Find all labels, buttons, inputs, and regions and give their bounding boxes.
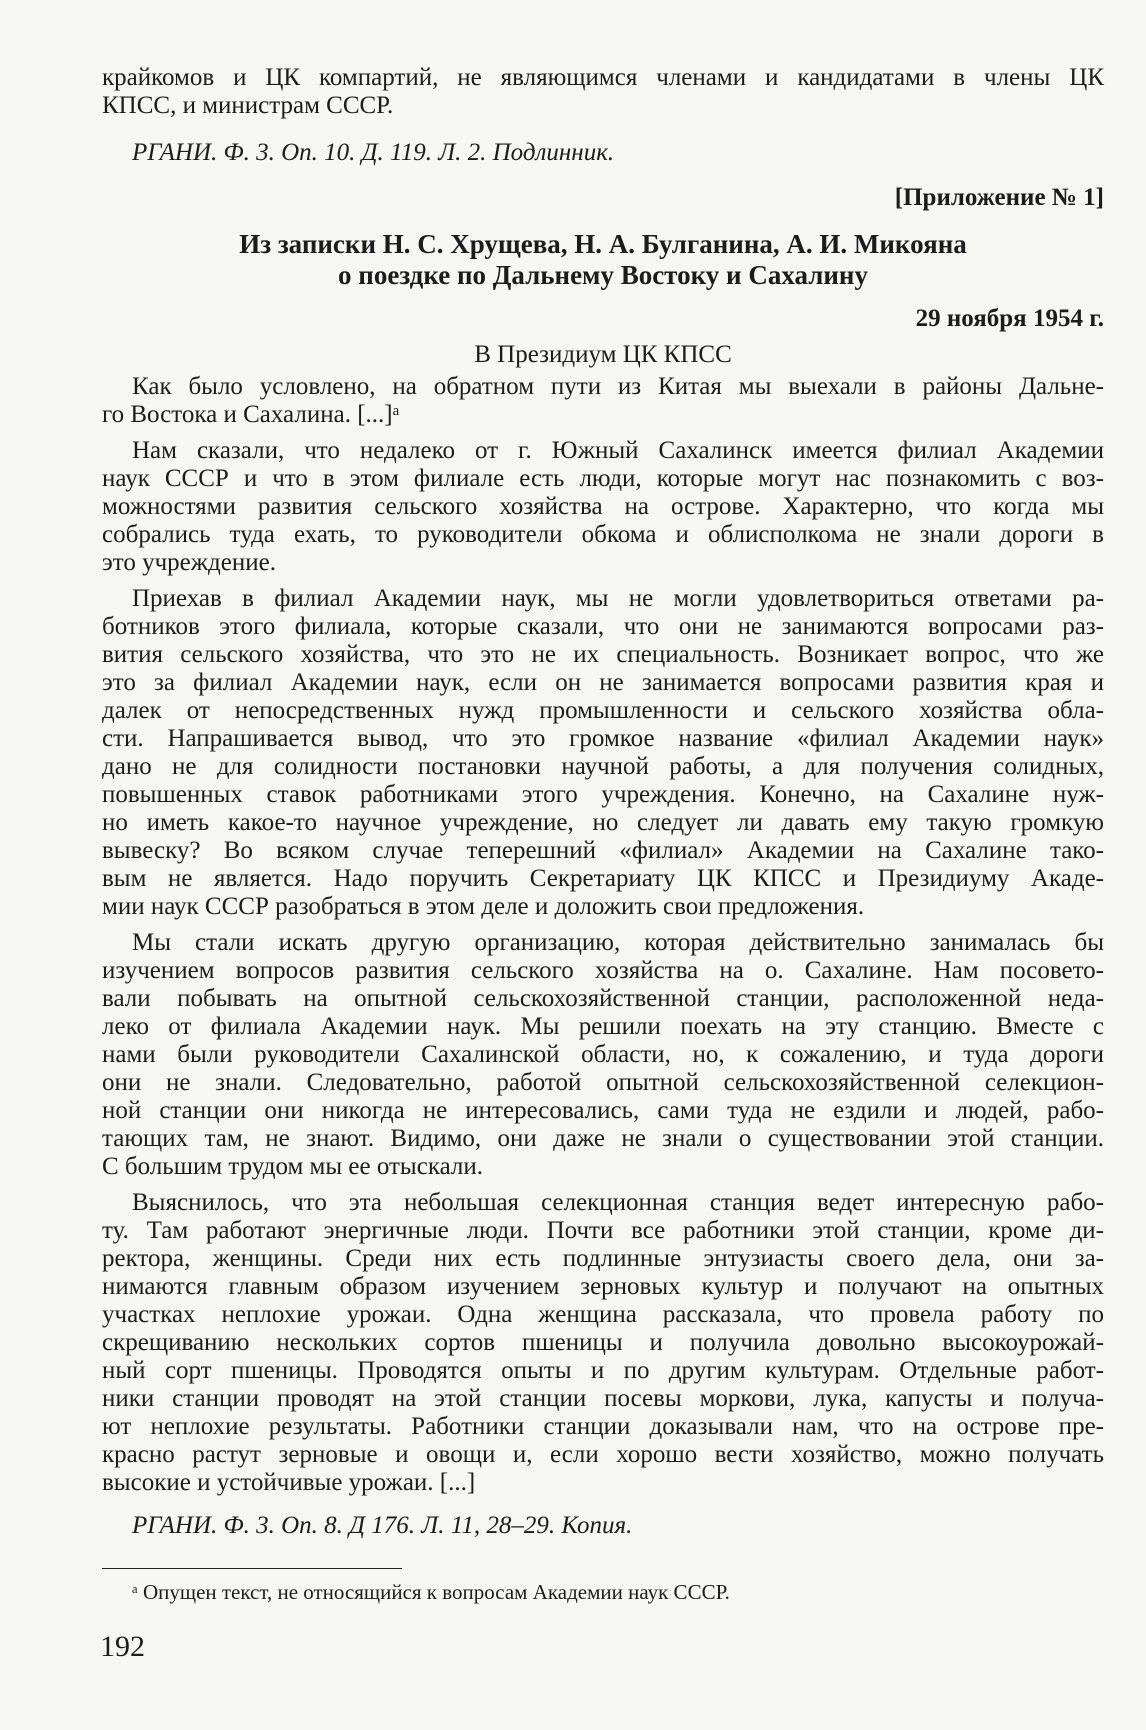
text-line: далек от непосредственных нужд промышленности и сельского хозяйства обла- bbox=[102, 697, 1104, 724]
paragraph bbox=[102, 929, 1104, 1181]
text-line: изучением вопросов развития сельского хозяйства на о. Сахалине. Нам посовето- bbox=[102, 957, 1104, 984]
text-line: ный сорт пшеницы. Проводятся опыты и по другим культурам. Отдельные работ- bbox=[102, 1357, 1104, 1384]
text-line: дано не для солидности постановки научной работы, а для получения солидных, bbox=[102, 753, 1104, 780]
text-line: Выяснилось, что эта небольшая селекционная станция ведет интересную рабо- bbox=[132, 1189, 1104, 1216]
document-body bbox=[102, 373, 1104, 1505]
paragraph bbox=[102, 373, 1104, 429]
paragraph bbox=[102, 585, 1104, 921]
text-line: скрещиванию нескольких сортов пшеницы и получила довольно высокоурожай- bbox=[102, 1329, 1104, 1356]
addressee: В Президиум ЦК КПСС bbox=[474, 341, 732, 368]
text-line: нами были руководители Сахалинской области, но, к сожалению, и туда дороги bbox=[102, 1041, 1104, 1068]
text-line: можностями развития сельского хозяйства на острове. Характерно, что когда мы bbox=[102, 493, 1104, 520]
text-line: Мы стали искать другую организацию, которая действительно занималась бы bbox=[132, 929, 1104, 956]
text-line: тающих там, не знают. Видимо, они даже не знали о существовании этой станции. bbox=[102, 1125, 1104, 1152]
archive-source: РГАНИ. Ф. 3. Оп. 8. Д 176. Л. 11, 28–29. Копия. bbox=[132, 1512, 633, 1539]
text-line: наук СССР и что в этом филиале есть люди, которые могут нас познакомить с воз- bbox=[102, 465, 1104, 492]
text-line: вывеску? Во всяком случае теперешний «филиал» Академии на Сахалине тако- bbox=[102, 837, 1104, 864]
text-line: они не знали. Следовательно, работой опытной сельскохозяйственной селекцион- bbox=[102, 1069, 1104, 1096]
footnote: ᵃ Опущен текст, не относящийся к вопросам Академии наук СССР. bbox=[132, 1580, 730, 1604]
text-line: ники станции проводят на этой станции посевы моркови, лука, капусты и получа- bbox=[102, 1385, 1104, 1412]
text-line: но иметь какое-то научное учреждение, но следует ли давать ему такую громкую bbox=[102, 809, 1104, 836]
footnote-divider bbox=[102, 1568, 402, 1569]
title-line: Из записки Н. С. Хрущева, Н. А. Булганина, А. И. Микояна bbox=[239, 229, 967, 259]
text-line: вития сельского хозяйства, что это не их специальность. Возникает вопрос, что же bbox=[102, 641, 1104, 668]
text-line: это за филиал Академии наук, если он не занимается вопросами развития края и bbox=[102, 669, 1104, 696]
text-line: ректора, женщины. Среди них есть подлинные энтузиасты своего дела, они за- bbox=[102, 1245, 1104, 1272]
text-line: собрались туда ехать, то руководители обкома и облисполкома не знали дороги в bbox=[102, 521, 1104, 548]
text-line: вали побывать на опытной сельскохозяйственной станции, расположенной неда- bbox=[102, 985, 1104, 1012]
text-line: повышенных ставок работниками этого учреждения. Конечно, на Сахалине нуж- bbox=[102, 781, 1104, 808]
document-title bbox=[102, 229, 1104, 291]
paragraph bbox=[102, 1189, 1104, 1497]
appendix-label: [Приложение № 1] bbox=[894, 184, 1104, 211]
text-line: Приехав в филиал Академии наук, мы не могли удовлетвориться ответами ра- bbox=[132, 585, 1104, 612]
text-line: леко от филиала Академии наук. Мы решили поехать на эту станцию. Вместе с bbox=[102, 1013, 1104, 1040]
text-line: ют неплохие результаты. Работники станции доказывали нам, что на острове пре- bbox=[102, 1413, 1104, 1440]
text-line: крайкомов и ЦК компартий, не являющимся членами и кандидатами в члены ЦК bbox=[102, 64, 1104, 91]
page-number: 192 bbox=[100, 1630, 145, 1663]
text-line: красно растут зерновые и овощи и, если хорошо вести хозяйство, можно получать bbox=[102, 1441, 1104, 1468]
document-date: 29 ноября 1954 г. bbox=[915, 305, 1104, 332]
text-line: ботников этого филиала, которые сказали, что они не занимаются вопросами раз- bbox=[102, 613, 1104, 640]
archive-source: РГАНИ. Ф. 3. Оп. 10. Д. 119. Л. 2. Подлинник. bbox=[132, 139, 615, 166]
text-line: ту. Там работают энергичные люди. Почти все работники этой станции, кроме ди- bbox=[102, 1217, 1104, 1244]
text-line: участках неплохие урожаи. Одна женщина рассказала, что провела работу по bbox=[102, 1301, 1104, 1328]
text-line: вым не является. Надо поручить Секретариату ЦК КПСС и Президиуму Акаде- bbox=[102, 865, 1104, 892]
text-line: сти. Напрашивается вывод, что это громкое название «филиал Академии наук» bbox=[102, 725, 1104, 752]
text-line: мии наук СССР разобраться в этом деле и доложить свои предложения. bbox=[102, 893, 865, 920]
text-line: нимаются главным образом изучением зерновых культур и получают на опытных bbox=[102, 1273, 1104, 1300]
text-line: ной станции они никогда не интересовались, сами туда не ездили и людей, рабо- bbox=[102, 1097, 1104, 1124]
continued-text bbox=[102, 64, 1104, 120]
text-line: го Востока и Сахалина. [...]ᵃ bbox=[102, 401, 400, 428]
paragraph bbox=[102, 437, 1104, 577]
text-line: КПСС, и министрам СССР. bbox=[102, 92, 394, 119]
text-line: это учреждение. bbox=[102, 549, 276, 576]
text-line: Как было условлено, на обратном пути из Китая мы выехали в районы Дальне- bbox=[132, 373, 1104, 400]
text-line: Нам сказали, что недалеко от г. Южный Сахалинск имеется филиал Академии bbox=[132, 437, 1104, 464]
text-line: высокие и устойчивые урожаи. [...] bbox=[102, 1469, 476, 1496]
title-line: о поездке по Дальнему Востоку и Сахалину bbox=[338, 260, 868, 290]
text-line: С большим трудом мы ее отыскали. bbox=[102, 1153, 484, 1180]
